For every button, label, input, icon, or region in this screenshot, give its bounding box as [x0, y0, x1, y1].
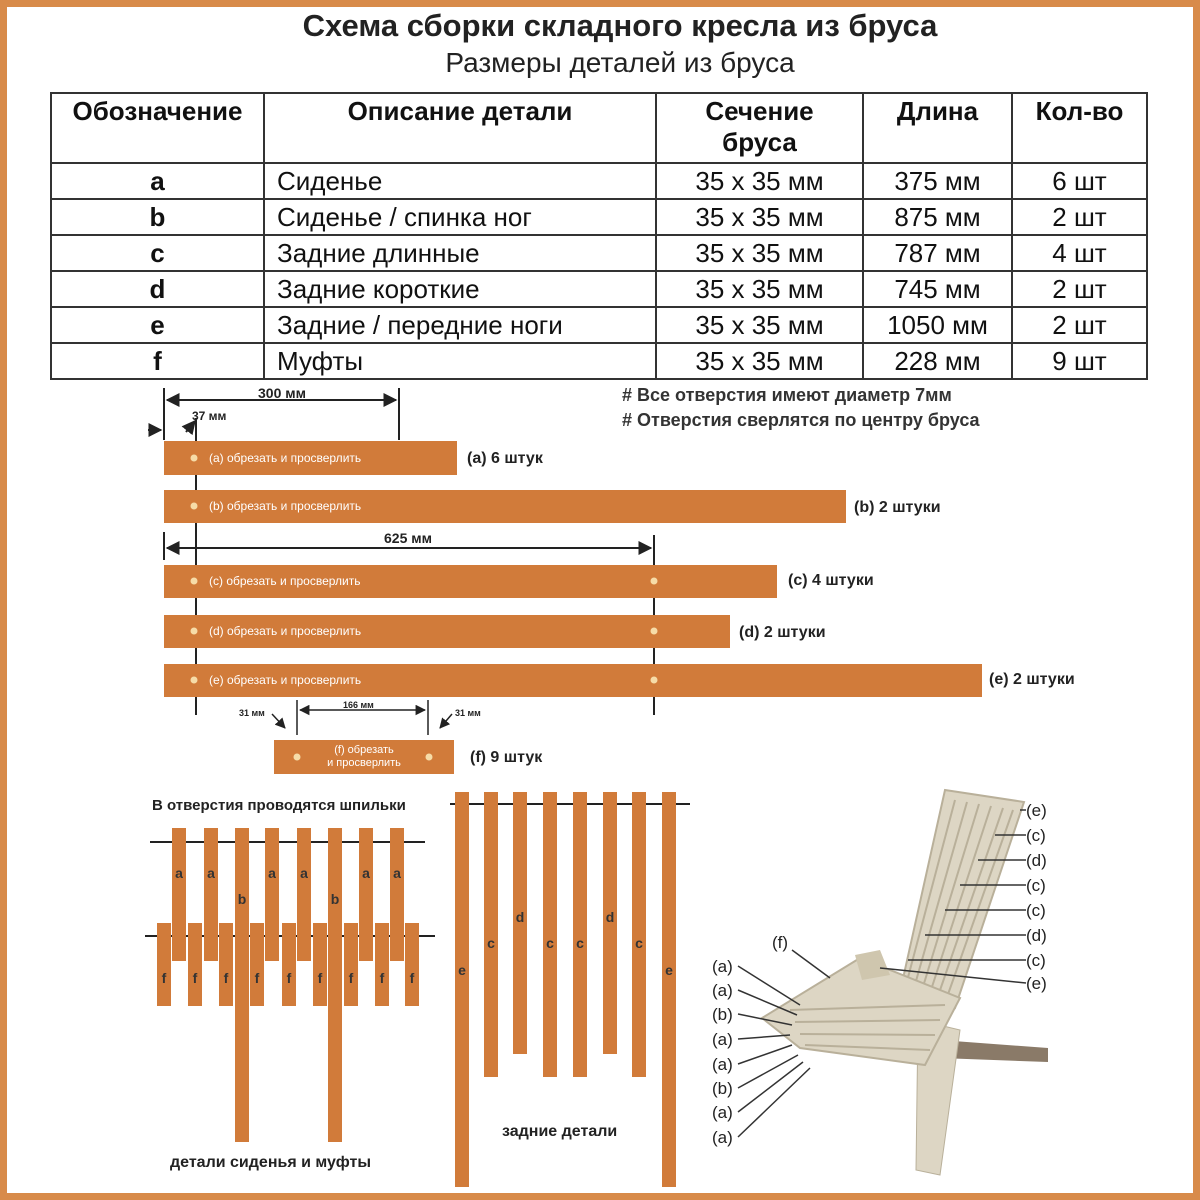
hole-marker	[294, 754, 301, 761]
coupling-f	[188, 923, 202, 1006]
coupling-letter: f	[254, 970, 260, 986]
note-hole-diameter: # Все отверстия имеют диаметр 7мм	[622, 385, 952, 405]
seat-assembly-bottom-caption: детали сиденья и муфты	[170, 1154, 371, 1171]
seat-letter: b	[330, 891, 340, 907]
back-slat-e	[455, 792, 469, 1187]
callout-right: (c)	[1026, 826, 1046, 845]
page-title: Схема сборки складного кресла из бруса	[302, 8, 938, 43]
back-letter: e	[665, 962, 673, 978]
note-hole-center: # Отверстия сверлятся по центру бруса	[622, 410, 980, 430]
seat-assembly-caption: В отверстия проводятся шпильки	[152, 797, 406, 814]
bar-a-label: (a) обрезать и просверлить	[209, 451, 362, 465]
coupling-letter: f	[286, 970, 292, 986]
header-description: Описание детали	[264, 93, 656, 163]
seat-letter: a	[175, 865, 183, 881]
callout-line	[792, 950, 830, 978]
coupling-f	[157, 923, 171, 1006]
callout-line	[738, 1068, 810, 1137]
seat-letter: a	[362, 865, 370, 881]
chair-illustration	[762, 790, 1048, 1175]
callout-right: (e)	[1026, 974, 1047, 993]
hole-marker	[191, 503, 198, 510]
seat-slat-b	[328, 828, 342, 1142]
header-length: Длина	[863, 93, 1012, 163]
page-subtitle: Размеры деталей из бруса	[445, 47, 795, 78]
dim-300-label: 300 мм	[258, 385, 306, 401]
seat-letter: a	[300, 865, 308, 881]
back-letter: d	[605, 909, 615, 925]
cell-length: 787 мм	[863, 235, 1012, 271]
callout-line	[738, 1055, 798, 1088]
cell-description: Задние / передние ноги	[264, 307, 656, 343]
callout-line	[738, 1035, 790, 1039]
cell-length: 228 мм	[863, 343, 1012, 379]
coupling-letter: f	[192, 970, 198, 986]
coupling-f	[250, 923, 264, 1006]
bar-e-label: (e) обрезать и просверлить	[209, 673, 362, 687]
bar-d-count: (d) 2 штуки	[739, 624, 826, 641]
cell-code: a	[51, 163, 264, 199]
back-letter: d	[515, 909, 525, 925]
cell-length: 745 мм	[863, 271, 1012, 307]
coupling-letter: f	[317, 970, 323, 986]
back-assembly-caption: задние детали	[502, 1123, 618, 1140]
dim-37-label: 37 мм	[192, 409, 227, 423]
cell-code: e	[51, 307, 264, 343]
back-letter: c	[576, 935, 584, 951]
bar-a-count: (a) 6 штук	[467, 450, 543, 467]
bar-a	[164, 441, 457, 475]
seat-letter: a	[207, 865, 215, 881]
bar-d-label: (d) обрезать и просверлить	[209, 624, 362, 638]
bar-c-label: (c) обрезать и просверлить	[209, 574, 361, 588]
header-quantity: Кол-во	[1012, 93, 1147, 163]
bar-f-count: (f) 9 штук	[470, 749, 543, 766]
back-letter: c	[635, 935, 643, 951]
dim-31-right-label: 31 мм	[455, 708, 481, 718]
hole-marker	[191, 677, 198, 684]
coupling-f	[405, 923, 419, 1006]
cell-description: Задние короткие	[264, 271, 656, 307]
cell-section: 35 х 35 мм	[656, 199, 863, 235]
cell-section: 35 х 35 мм	[656, 163, 863, 199]
back-letter: c	[546, 935, 554, 951]
callout-right: (c)	[1026, 901, 1046, 920]
callout-left: (a)	[712, 1030, 733, 1049]
back-slat-e	[662, 792, 676, 1187]
hole-marker	[651, 677, 658, 684]
callout-left: (a)	[712, 981, 733, 1000]
dim-625-label: 625 мм	[384, 530, 432, 546]
callout-left: (a)	[712, 1055, 733, 1074]
callout-left: (b)	[712, 1005, 733, 1024]
coupling-f	[282, 923, 296, 1006]
callout-line	[738, 966, 800, 1005]
bar-f-label-line2: и просверлить	[327, 757, 401, 769]
cell-length: 375 мм	[863, 163, 1012, 199]
bar-b	[164, 490, 846, 523]
cell-description: Сиденье / спинка ног	[264, 199, 656, 235]
callout-right: (e)	[1026, 801, 1047, 820]
hole-marker	[651, 578, 658, 585]
callout-left: (a)	[712, 1103, 733, 1122]
seat-slat-a	[204, 828, 218, 961]
callout-right: (d)	[1026, 926, 1047, 945]
dim-31-left-arrow	[272, 714, 285, 728]
hole-marker	[191, 628, 198, 635]
cell-section: 35 х 35 мм	[656, 235, 863, 271]
header-designation: Обозначение	[51, 93, 264, 163]
bar-f-label-line1: (f) обрезать	[334, 744, 394, 756]
callout-left: (a)	[712, 1128, 733, 1147]
callout-left: (a)	[712, 957, 733, 976]
bar-c-count: (c) 4 штуки	[788, 572, 874, 589]
coupling-f	[375, 923, 389, 1006]
cell-section: 35 х 35 мм	[656, 271, 863, 307]
coupling-letter: f	[348, 970, 354, 986]
seat-slat-a	[172, 828, 186, 961]
callout-line	[738, 1045, 792, 1064]
coupling-f	[344, 923, 358, 1006]
seat-slat-a	[265, 828, 279, 961]
bar-e	[164, 664, 982, 697]
seat-letter: a	[393, 865, 401, 881]
seat-assembly	[145, 828, 435, 1142]
coupling-letter: f	[223, 970, 229, 986]
dim-166-label: 166 мм	[343, 700, 374, 710]
callout-left: (b)	[712, 1079, 733, 1098]
cell-section: 35 х 35 мм	[656, 307, 863, 343]
callout-right: (d)	[1026, 851, 1047, 870]
seat-slat-a	[390, 828, 404, 961]
seat-letter: b	[237, 891, 247, 907]
cell-code: b	[51, 199, 264, 235]
cell-description: Задние длинные	[264, 235, 656, 271]
cell-length: 875 мм	[863, 199, 1012, 235]
back-letter: e	[458, 962, 466, 978]
cell-description: Сиденье	[264, 163, 656, 199]
bar-b-count: (b) 2 штуки	[854, 499, 941, 516]
hole-marker	[191, 578, 198, 585]
cell-quantity: 2 шт	[1012, 307, 1147, 343]
back-letter: c	[487, 935, 495, 951]
header-section-text: Сечение бруса	[705, 96, 814, 157]
cell-section: 35 х 35 мм	[656, 343, 863, 379]
coupling-letter: f	[379, 970, 385, 986]
bar-c	[164, 565, 777, 598]
bar-b-label: (b) обрезать и просверлить	[209, 499, 362, 513]
cell-quantity: 2 шт	[1012, 271, 1147, 307]
seat-letter: a	[268, 865, 276, 881]
bar-e-count: (e) 2 штуки	[989, 671, 1075, 688]
cell-code: c	[51, 235, 264, 271]
coupling-letter: f	[161, 970, 167, 986]
callout-right: (c)	[1026, 876, 1046, 895]
hole-marker	[426, 754, 433, 761]
hole-marker	[191, 455, 198, 462]
callout-right: (c)	[1026, 951, 1046, 970]
coupling-letter: f	[409, 970, 415, 986]
cell-quantity: 6 шт	[1012, 163, 1147, 199]
cell-quantity: 2 шт	[1012, 199, 1147, 235]
cell-code: d	[51, 271, 264, 307]
cell-code: f	[51, 343, 264, 379]
cell-description: Муфты	[264, 343, 656, 379]
chair-gap	[800, 1034, 935, 1035]
seat-slat-a	[297, 828, 311, 961]
seat-slat-a	[359, 828, 373, 961]
coupling-f	[313, 923, 327, 1006]
cell-length: 1050 мм	[863, 307, 1012, 343]
coupling-f	[219, 923, 233, 1006]
cell-quantity: 9 шт	[1012, 343, 1147, 379]
bar-d	[164, 615, 730, 648]
dim-31-right-arrow	[440, 714, 452, 728]
callout-top-f: (f)	[772, 933, 789, 952]
seat-slat-b	[235, 828, 249, 1142]
bar-f	[274, 740, 454, 774]
hole-marker	[651, 628, 658, 635]
dim-31-left-label: 31 мм	[239, 708, 265, 718]
cell-quantity: 4 шт	[1012, 235, 1147, 271]
